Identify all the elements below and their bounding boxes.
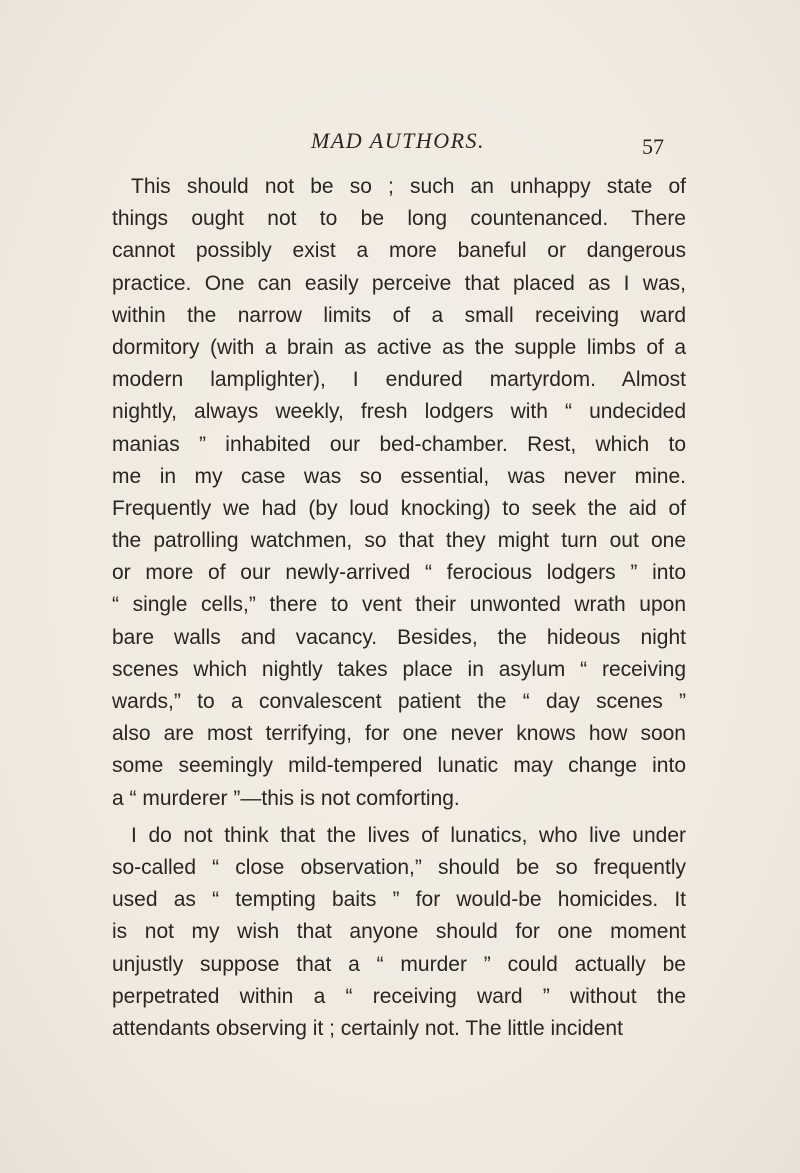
text-line: bare walls and vacancy. Besides, the hideous night xyxy=(112,625,686,649)
text-line: or more of our newly-arrived “ ferocious lodgers ” into xyxy=(112,561,686,585)
text-line: some seemingly mild-tempered lunatic may change into xyxy=(112,754,686,778)
text-line: within the narrow limits of a small receiving ward xyxy=(112,303,686,327)
text-line: Frequently we had (by loud knocking) to seek the aid of xyxy=(112,496,686,520)
text-line: is not my wish that anyone should for one moment xyxy=(112,920,686,944)
text-line: I do not think that the lives of lunatics, who live under xyxy=(131,823,686,847)
text-line: unjustly suppose that a “ murder ” could actually be xyxy=(112,952,686,976)
text-line: manias ” inhabited our bed-chamber. Rest, which to xyxy=(112,432,686,456)
text-line: scenes which nightly takes place in asylum “ receiving xyxy=(112,657,686,681)
page-number: 57 xyxy=(642,134,664,159)
text-line: modern lamplighter), I endured martyrdom. Almost xyxy=(112,368,686,392)
text-line: used as “ tempting baits ” for would-be homicides. It xyxy=(112,888,686,912)
text-line: nightly, always weekly, fresh lodgers with “ undecided xyxy=(112,400,686,424)
text-line: perpetrated within a “ receiving ward ” without the xyxy=(112,984,686,1008)
text-line: the patrolling watchmen, so that they might turn out one xyxy=(112,529,686,553)
text-line: a “ murderer ”—this is not comforting. xyxy=(112,786,460,810)
text-line: practice. One can easily perceive that placed as I was, xyxy=(112,271,686,295)
text-line: This should not be so ; such an unhappy state of xyxy=(131,175,686,198)
text-line: attendants observing it ; certainly not. The little incident xyxy=(112,1016,623,1040)
text-line: “ single cells,” there to vent their unwonted wrath upon xyxy=(112,593,686,617)
text-line: things ought not to be long countenanced. There xyxy=(112,207,686,231)
paragraph xyxy=(112,820,686,1045)
running-title: MAD AUTHORS. xyxy=(311,128,486,153)
text-line: also are most terrifying, for one never knows how soon xyxy=(112,722,686,746)
text-line: cannot possibly exist a more baneful or dangerous xyxy=(112,239,686,263)
text-line: wards,” to a convalescent patient the “ day scenes ” xyxy=(112,690,686,713)
text-line: me in my case was so essential, was never mine. xyxy=(112,464,686,488)
running-head xyxy=(0,120,800,160)
body-text xyxy=(112,171,686,1045)
text-line: dormitory (with a brain as active as the supple limbs of a xyxy=(112,335,686,359)
paragraph xyxy=(112,171,686,815)
text-line: so-called “ close observation,” should be so frequently xyxy=(112,855,686,879)
